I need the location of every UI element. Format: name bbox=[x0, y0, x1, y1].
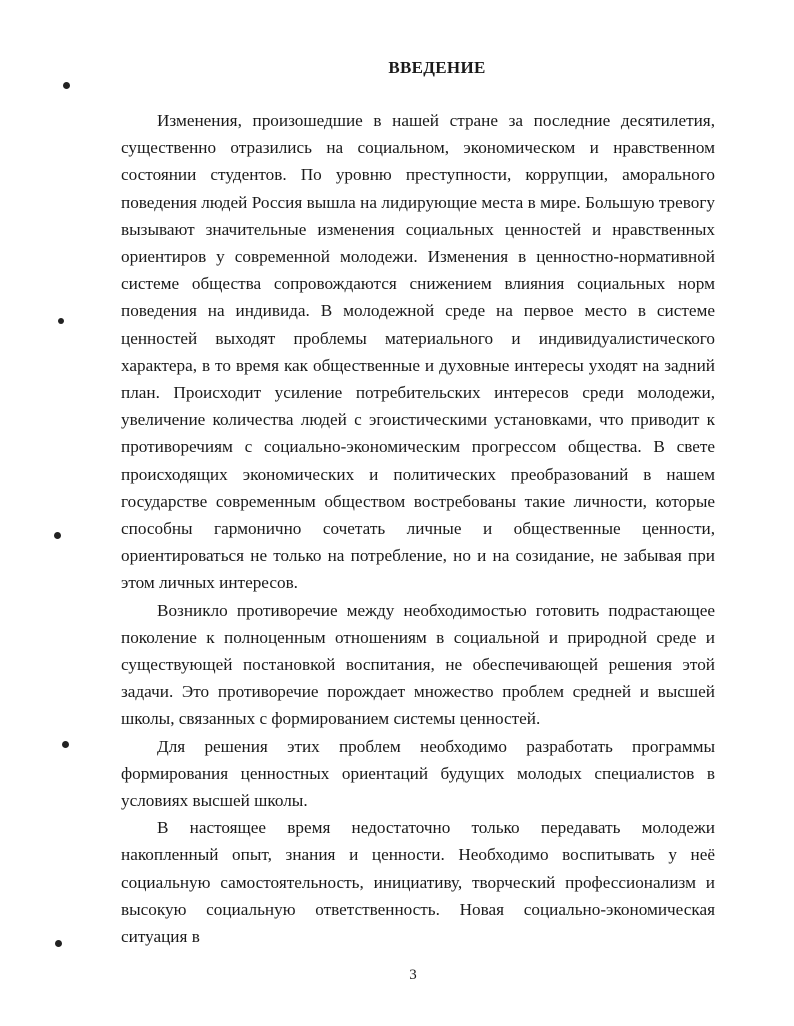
punch-hole-mark bbox=[62, 741, 69, 748]
paragraph: В настоящее время недостаточно только передавать молодежи накопленный опыт, знания и ценности. Необходимо воспитывать у неё социальную самостоятельность, инициативу, творческий профессионализм и высокую социальную ответственность. Новая социально-экономическая ситуация в bbox=[121, 818, 715, 947]
paragraph: Возникло противоречие между необходимостью готовить подрастающее поколение к полноценным отношениям в социальной и природной среде и существующей постановкой воспитания, не обеспечивающей решения этой задачи. Это противоречие порождает множество проблем средней и высшей школы, связанных с формированием системы ценностей. bbox=[121, 600, 715, 729]
page-title: ВВЕДЕНИЕ bbox=[388, 58, 486, 77]
punch-hole-mark bbox=[58, 318, 64, 324]
page-number: 3 bbox=[409, 967, 417, 983]
punch-hole-mark bbox=[55, 940, 62, 947]
punch-hole-mark bbox=[63, 82, 70, 89]
body-text bbox=[121, 107, 715, 950]
paragraph: Для решения этих проблем необходимо разработать программы формирования ценностных ориентаций будущих молодых специалистов в условиях высшей школы. bbox=[121, 736, 715, 811]
punch-hole-mark bbox=[54, 532, 61, 539]
paragraph: Изменения, произошедшие в нашей стране за последние десятилетия, существенно отразились на социальном, экономическом и нравственном состоянии студентов. По уровню преступности, коррупции, аморального поведения людей Россия вышла на лидирующие места в мире. Большую тревогу вызывают значительные изменения социальных ценностей и нравственных ориентиров у современной молодежи. Изменения в ценностно-нормативной системе общества сопровождаются снижением влияния социальных норм поведения на индивида. В молодежной среде на первое место в системе ценностей выходят проблемы материального и индивидуалистического характера, в то время как общественные и духовные интересы уходят на задний план. Происходит усиление потребительских интересов среди молодежи, увеличение количества людей с эгоистическими установками, что приводит к противоречиям с социально-экономическим прогрессом общества. В свете происходящих экономических и политических преобразований в нашем государстве современным обществом востребованы такие личности, которые способны гармонично сочетать личные и общественные ценности, ориентироваться не только на потребление, но и на созидание, не забывая при этом личных интересов. bbox=[121, 111, 715, 593]
